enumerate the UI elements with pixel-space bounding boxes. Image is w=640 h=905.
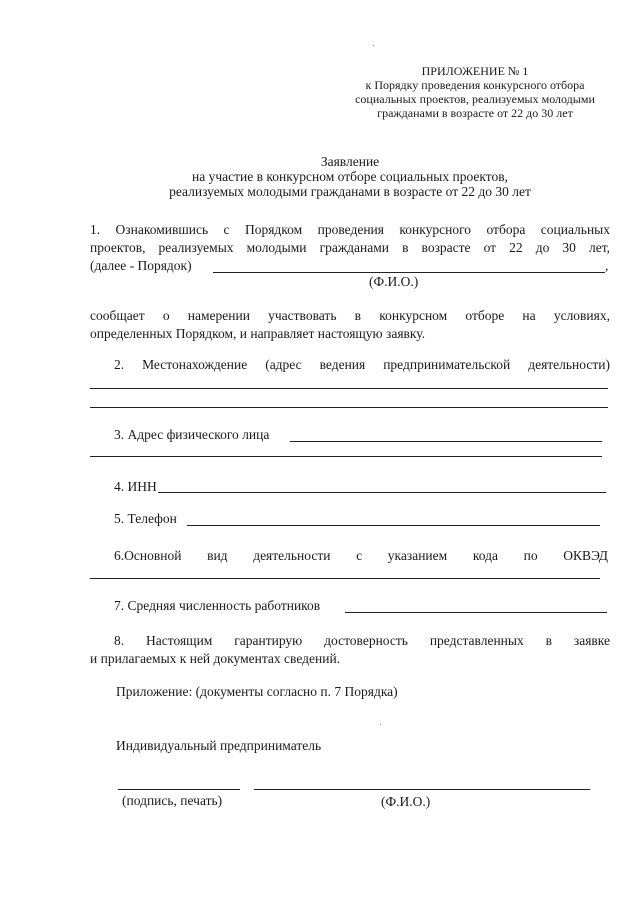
document-title xyxy=(90,154,610,199)
signature-caption: (подпись, печать) xyxy=(122,793,223,808)
section-6-label: 6.Основной вид деятельности с указанием кода по ОКВЭД xyxy=(114,548,608,563)
section-4-label: 4. ИНН xyxy=(114,479,157,494)
attachment-note: Приложение: (документы согласно п. 7 Порядка) xyxy=(116,684,398,699)
signer-fio-caption: (Ф.И.О.) xyxy=(381,794,431,809)
scan-speck xyxy=(373,45,374,46)
scan-speck xyxy=(380,724,381,725)
appendix-line-2: к Порядку проведения конкурсного отбора xyxy=(365,78,585,92)
employees-line[interactable] xyxy=(345,612,607,613)
section-8-line-1: 8. Настоящим гарантирую достоверность представленных в заявке xyxy=(114,633,610,648)
personal-address-line-1[interactable] xyxy=(290,441,602,442)
section-1-line-1: 1. Ознакомившись с Порядком проведения конкурсного отбора социальных xyxy=(90,222,610,237)
section-7-label: 7. Средняя численность работников xyxy=(114,598,321,613)
address-line-1[interactable] xyxy=(90,388,608,389)
section-1-line-4: сообщает о намерении участвовать в конкурсном отборе на условиях, xyxy=(90,308,610,323)
fio-entry-line[interactable] xyxy=(213,272,605,273)
title-line-1: Заявление xyxy=(320,154,380,169)
section-2-label: 2. Местонахождение (адрес ведения предпринимательской деятельности) xyxy=(114,357,610,372)
section-8-line-2: и прилагаемых к ней документах сведений. xyxy=(90,651,341,666)
inn-line[interactable] xyxy=(158,492,606,493)
fio-caption: (Ф.И.О.) xyxy=(369,274,419,289)
title-line-3: реализуемых молодыми гражданами в возрасте от 22 до 30 лет xyxy=(169,184,531,199)
signer-fio-line[interactable] xyxy=(254,789,590,790)
section-1-prefix: (далее - Порядок) xyxy=(90,258,192,273)
section-1-line-5: определенных Порядком, и направляет настоящую заявку. xyxy=(90,326,426,341)
appendix-number: ПРИЛОЖЕНИЕ № 1 xyxy=(421,64,529,78)
section-1-line-2: проектов, реализуемых молодыми гражданами в возрасте от 22 до 30 лет, xyxy=(90,240,610,255)
section-3-label: 3. Адрес физического лица xyxy=(114,427,270,442)
title-line-2: на участие в конкурсном отборе социальных проектов, xyxy=(191,169,508,184)
appendix-line-4: гражданами в возрасте от 22 до 30 лет xyxy=(377,106,573,120)
okved-line[interactable] xyxy=(90,578,600,579)
address-line-2[interactable] xyxy=(90,407,608,408)
signer-title: Индивидуальный предприниматель xyxy=(116,738,322,753)
signature-line[interactable] xyxy=(118,789,240,790)
appendix-line-3: социальных проектов, реализуемых молодыми xyxy=(355,92,595,106)
personal-address-line-2[interactable] xyxy=(90,456,602,457)
section-5-label: 5. Телефон xyxy=(114,511,177,526)
appendix-header xyxy=(340,64,610,120)
section-1-comma: , xyxy=(605,258,609,273)
phone-line[interactable] xyxy=(187,525,600,526)
